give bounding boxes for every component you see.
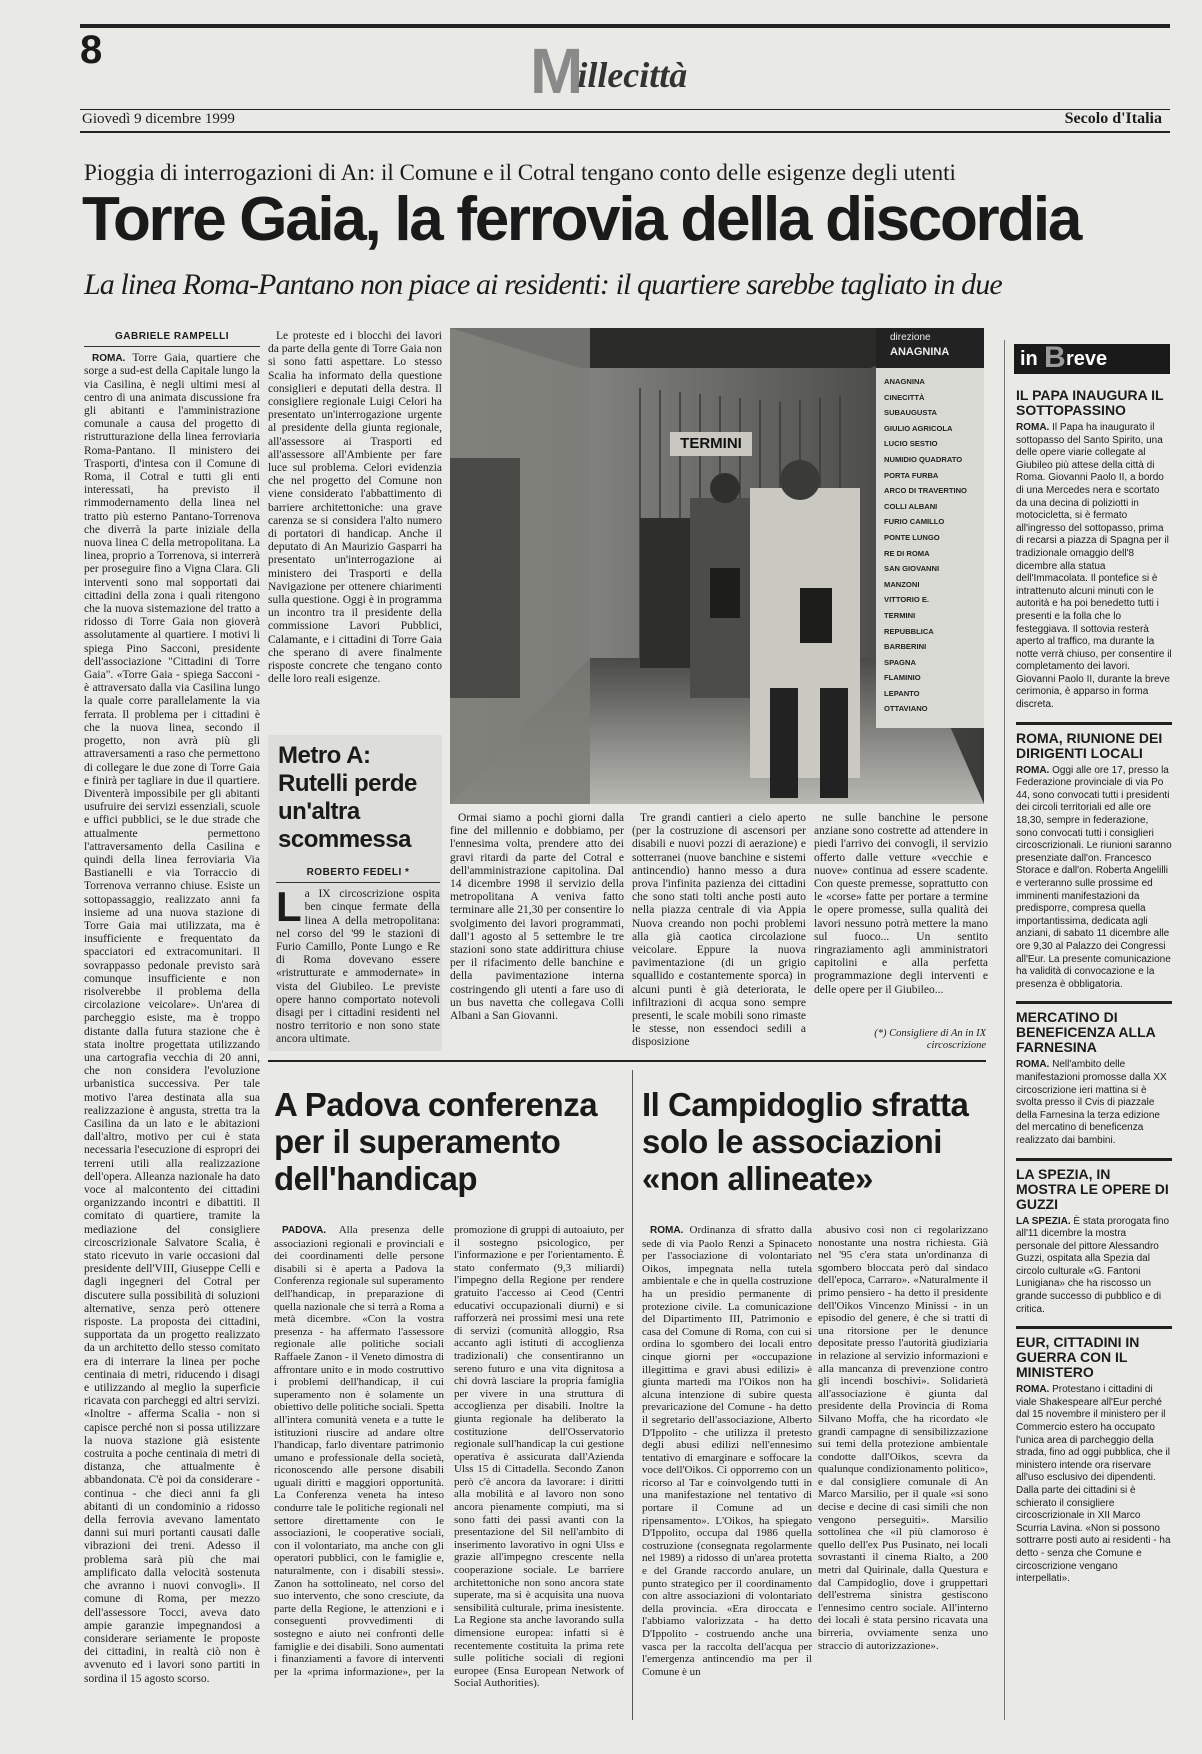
main-dateline: ROMA. bbox=[92, 353, 126, 365]
direction-sign: direzione bbox=[890, 332, 931, 343]
metro-col4 bbox=[814, 812, 988, 1026]
metro-headline: Metro A: Rutelli perde un'altra scommessa bbox=[278, 742, 417, 853]
brief-body: Oggi alle ore 17, presso la Federazione provinciale di via Po 44, sono convocati tutti i presidenti dei circoli territoriali ed alle ore 18,30, sempre in federazione, sono convocati tutti i consiglieri circoscrizionali. Le riunioni saranno presenziate dall'on. Francesco Storace e dall'on. Roberta Angelilli e verteranno sulle prossime ed imminenti manifestazioni da predisporre, compresa quella importantissima, dedicata agli anziani, di sabato 11 dicembre alle ore 9,30 al Palazzo dei Congressi all'Eur. La presente comunicazione ha validità di convocazione e la presenza è obbligatoria. bbox=[1016, 764, 1172, 990]
article-divider bbox=[632, 1070, 633, 1720]
station-name: SPAGNA bbox=[884, 657, 916, 667]
main-headline: Torre Gaia, la ferrovia della discordia bbox=[82, 185, 1081, 254]
station-name: LEPANTO bbox=[884, 688, 920, 698]
station-name: REPUBBLICA bbox=[884, 626, 934, 636]
brief-dateline: ROMA. bbox=[1016, 1384, 1050, 1396]
metro-text-2: Ormai siamo a pochi giorni dalla fine del millennio e dobbiamo, per l'ennesima volta, prendere atto dei gravi ritardi da parte del Cotral e dell'amministrazione capitolina. Dal 14 dicembre 1998 il servizio della metropolitana A veniva fatto terminare alle 21,30 per consentire lo svolgimento dei lavori programmati, dall'1 agosto al 5 settembre le tre stazioni sono state addirittura chiuse per il rifacimento delle banchine e della pavimentazione interna costringendo gli utenti a fare uso di un bus navetta che collegava Colli Albani a San Giovanni. bbox=[450, 812, 624, 1023]
brief-dateline: LA SPEZIA. bbox=[1016, 1215, 1071, 1227]
campidoglio-headline: Il Campidoglio sfratta solo le associazioni «non allineate» bbox=[642, 1086, 969, 1197]
station-name: PONTE LUNGO bbox=[884, 532, 940, 542]
main-subheadline: La linea Roma-Pantano non piace ai residenti: il quartiere sarebbe tagliato in due bbox=[84, 268, 1002, 301]
brief-item bbox=[1016, 1158, 1172, 1317]
date-rule-top bbox=[80, 109, 1170, 110]
brief-dateline: ROMA. bbox=[1016, 422, 1050, 433]
campidoglio-text-1: Ordinanza di sfratto dalla sede di via Paolo Renzi a Spinaceto per l'associazione di volontariato Oikos, impegnata nella tutela ambientale e che in quella costruzione ha un presidio permanente di protezione civile. La comunicazione del Dipartimento III, Patrimonio e casa del Comune di Roma, con cui si ordina lo sgombero dei locali entro cinque giorni per «occupazione illegittima e gravi abusi edilizi» è giunta martedì ma l'Oikos non ha alcuna intenzione di subire questa prevaricazione del Comune - ha detto il segretario dell'associazione, Alberto D'Ippolito - che utilizza il pretesto degli abusi edilizi nell'ennesimo tentativo di emarginare e soffocare la voce dell'Oikos. Ci opporremo con un ricorso al Tar e coinvolgendo tutti in una manifestazione nel tentativo di portare il Comune ad un ripensamento». L'Oikos, ha spiegato D'Ippolito, occupa dal 1986 quella costruzione (consegnata regolarmente nel 1989) a ridosso di un'area protetta e del Grande raccordo anulare, un punto strategico per il coordinamento con altre associazioni di volontariato della provincia. «Era diroccata e l'abbiamo valorizzata - ha detto D'Ippolito - costruendo anche una vasca per la raccolta dell'acqua per l'emergenza antincendio ma per il Comune è un bbox=[642, 1224, 812, 1678]
station-name: LUCIO SESTIO bbox=[884, 439, 938, 449]
metro-col3 bbox=[632, 812, 806, 1052]
date-rule-bottom bbox=[80, 131, 1170, 133]
station-name: COLLI ALBANI bbox=[884, 501, 938, 511]
issue-date: Giovedì 9 dicembre 1999 bbox=[82, 111, 235, 127]
station-name: PORTA FURBA bbox=[884, 470, 939, 480]
padova-dateline: PADOVA. bbox=[282, 1225, 327, 1236]
sidebar-header-prefix: in bbox=[1020, 348, 1038, 370]
kicker: Pioggia di interrogazioni di An: il Comune e il Cotral tengano conto delle esigenze degli utenti bbox=[84, 160, 956, 185]
station-name: OTTAVIANO bbox=[884, 704, 928, 714]
brief-item bbox=[1016, 722, 1172, 992]
station-list bbox=[884, 374, 980, 717]
sidebar-header-initial: B bbox=[1044, 341, 1066, 374]
section-name: illecittà bbox=[577, 55, 688, 95]
metro-byline: ROBERTO FEDELI * bbox=[276, 866, 440, 883]
brief-body: Protestano i cittadini di viale Shakespeare all'Eur perché dal 15 novembre il ministero per il Commercio estero ha occupato l'unica area di parcheggio della strada, fino ad oggi pubblica, che il ministero intende ora riservare all'uso esclusivo dei dipendenti. Dalla parte dei cittadini si è schierato il consigliere circoscrizionale in XII Marco Scurria Lavina. «Non si possono sottrarre posti auto ai residenti - ha detto - senza che Comune e circoscrizione vengano interpellati». bbox=[1016, 1384, 1171, 1585]
padova-headline: A Padova conferenza per il superamento dell'handicap bbox=[274, 1086, 598, 1197]
brief-title: IL PAPA INAUGURA IL SOTTOPASSINO bbox=[1016, 387, 1164, 418]
metro-photo bbox=[450, 328, 984, 804]
brief-dateline: ROMA. bbox=[1016, 1059, 1050, 1071]
metro-text-1: a IX circoscrizione ospita ben cinque fermate della linea A della metropolitana: nel corso del '99 le stazioni di Furio Camillo, Ponte Lungo e Re di Roma dovevano essere «ristrutturate e ammodernate» in vista del Giubileo. Le previste opere hanno comportato notevoli disagi per i cittadini residenti nel nostro territorio e non sono state ancora ultimate. bbox=[276, 888, 440, 1046]
brief-item bbox=[1016, 1001, 1172, 1147]
station-name: SUBAUGUSTA bbox=[884, 408, 938, 418]
campidoglio-text-2: abusivo così non ci regolarizzano nonostante una nostra richiesta. Già nel '95 c'era stata un'ordinanza di sgombero bloccata però dal sindaco dell'epoca, Carraro». «Naturalmente il primo pensiero - ha detto il presidente dell'Oikos Vincenzo Minissi - in un episodio del genere, è che si tratti di una ritorsione per le denunce depositate presso l'autorità giudiziaria in relazione al servizio informazioni e alla mancanza di prevenzione contro gli incendi boschivi». Solidarietà all'associazione è giunta dal presidente della Provincia di Roma Silvano Moffa, che ha ricordato «le grandi campagne di sensibilizzazione sui temi della protezione ambientale condotte dall'Oikos, scevra da qualunque condizionamento politico», e dal consigliere comunale di An Marco Marsilio, per il quale «si sono decise e decine di casi simili che non vengono perseguiti». Marsilio sottolinea che «il più clamoroso è quello dell'ex Pus Pusinato, nei locali sovrastanti il cinema Rialto, a 200 metri dal Quirinale, dalla Questura e dal Campidoglio, dove i gruppettari dell'estrema sinistra gestiscono l'ennesimo centro sociale. All'interno dei locali è stata persino ricavata una birreria, ovviamente senza uno straccio di autorizzazione». bbox=[818, 1224, 988, 1652]
section-title bbox=[530, 35, 693, 107]
campidoglio-col1 bbox=[642, 1224, 812, 1722]
campidoglio-dateline: ROMA. bbox=[650, 1225, 684, 1236]
brief-title: LA SPEZIA, IN MOSTRA LE OPERE DI GUZZI bbox=[1016, 1165, 1169, 1212]
station-name: ANAGNINA bbox=[884, 377, 925, 386]
page-number: 8 bbox=[80, 28, 103, 72]
section-initial: M bbox=[530, 35, 584, 107]
station-name: BARBERINI bbox=[884, 642, 927, 652]
station-name: GIULIO AGRICOLA bbox=[884, 423, 953, 433]
metro-col1 bbox=[276, 866, 440, 1048]
sidebar-briefs bbox=[1016, 388, 1172, 1596]
sidebar-header bbox=[1014, 341, 1170, 374]
sidebar-header-rest: reve bbox=[1066, 348, 1108, 370]
brief-dateline: ROMA. bbox=[1016, 764, 1050, 776]
station-name: CINECITTÀ bbox=[884, 392, 925, 402]
brief-body: È stata prorogata fino all'11 dicembre la mostra personale del pittore Alessandro Guzzi, ospitata alla Spezia dal circolo culturale «G. Fantoni Lunigiana» che ha riscosso un grande successo di pubblico e di critica. bbox=[1016, 1215, 1170, 1315]
campidoglio-col2 bbox=[818, 1224, 988, 1722]
station-name: VITTORIO E. bbox=[884, 595, 930, 605]
brief-title: MERCATINO DI BENEFICENZA ALLA FARNESINA bbox=[1016, 1009, 1156, 1056]
brief-body: Il Papa ha inaugurato il sottopasso del Santo Spirito, una delle opere viarie collegate al Giubileo più attese della città di Roma. Giovanni Paolo II, a bordo di una Mercedes nera e scortato da una decina di poliziotti in motocicletta, si è fermato all'ingresso del sottopasso, prima di recarsi a piazza di Spagna per il tradizionale omaggio dell'8 dicembre alla statua dell'Immacolata. Il pontefice si è intrattenuto alcuni minuti con le autorità e ha poi benedetto tutti i presenti e la folla che lo festeggiava. Il sottovia resterà aperto al traffico, ma durante la notte verrà chiuso, per consentire il completamento dei lavori. Giovanni Paolo II, durante la breve cerimonia, è apparso in forma discreta. bbox=[1016, 422, 1172, 711]
station-name: FLAMINIO bbox=[884, 673, 921, 683]
brief-item bbox=[1016, 388, 1172, 712]
station-name: MANZONI bbox=[884, 579, 920, 589]
paper-name: Secolo d'Italia bbox=[1064, 110, 1162, 127]
top-rule bbox=[80, 24, 1170, 28]
station-name: TERMINI bbox=[884, 610, 916, 620]
metro-signature: (*) Consigliere di An in IX circoscrizione bbox=[874, 1028, 986, 1051]
brief-item bbox=[1016, 1326, 1172, 1586]
main-article-col2 bbox=[268, 330, 442, 702]
station-name: RE DI ROMA bbox=[884, 548, 930, 558]
padova-body bbox=[274, 1224, 624, 1722]
metro-col2 bbox=[450, 812, 624, 1052]
main-text-1: Torre Gaia, quartiere che sorge a sud-est della Capitale lungo la via Casilina, è negli ultimi mesi al centro di una animata discussione fra gli abitanti e l'amministrazione comunale a causa del progetto di ristrutturazione della linea ferroviaria Roma-Pantano. Il ministero dei Trasporti, d'intesa con il Comune di Roma, il Cotral e tutti gli enti interessati, ha previsto il rimmodernamento della linea nel tratto più esterno Pantano-Torrenova che diverrà la parte iniziale della nuova linea C della metropolitana. La linea, proprio a Torrenova, si interrerà per proseguire fino a Vigna Clara. Gli interventi sono mal sopportati dai cittadini della zona i quali ritengono che la nuova sistemazione del tratto a ridosso di Torre Gaia non gioverà assolutamente al quartiere. I motivi li spiega Pino Sacconi, presidente dell'associazione "Cittadini di Torre Gaia". «Torre Gaia - spiega Sacconi - è attraversato dalla via Casilina lungo la quale corre parallelamente la via ferrata. Il problema per i cittadini è che la nuova linea, secondo il progetto, non avrà più gli attraversamenti a raso che permettono di collegare le due zone di Torre Gaia e finirà per tagliare in due il quartiere. Diventerà impossibile per gli abitanti usufruire dei servizi essenziali, scuole e uffici pubblici, se le due strade che attualmente permettono l'attraversamento della Casilina e quindi della linea ferroviaria Via Bastianelli e via Torraccio di Torrenova verranno chiuse. Esiste un sottopassaggio, realizzato anni fa insieme ad una nuova stazione di Torre Gaia mai utilizzata, ma è insufficiente e frequentato da spacciatori ed extracomunitari. Il sovrappasso pedonale previsto sarà comunque insufficiente e non risolverebbe il problema della circolazione veicolare». Un'area di parcheggio esiste, ma è troppo distante dalla futura stazione che è stata inoltre progettata utilizzando una cartografia vecchia di 20 anni, che non considera l'evoluzione urbanistica successiva. Per tale motivo l'area destinata alla sua realizzazione è angusta, stretta tra la Casilina da un lato e le abitazioni dall'altro, motivo per cui è stata necessaria l'esecuzione di espropri dei terreni utili alla realizzazione dell'opera. Alleanza nazionale ha dato voce al malcontento dei cittadini organizzando incontri e dibattiti. Il comitato di quartiere, tramite la mediazione del consigliere circoscrizionale Salvatore Scalia, è stato ricevuto in varie occasioni dal presidente dell'VIII, Giuseppe Celli e dagli ingegneri del Cotral per discutere sulla possibilità di soluzioni alternative, senza però ottenere risposte. La proposta dei cittadini, supportata da un progetto realizzato da un architetto dello stesso comitato era di interrare la linea per poche centinaia di metri, riducendo i disagi e utilizzando al meglio la superficie ricavata con parcheggi ed altri servizi. «Inoltre - afferma Scalia - non si capisce perché non si possa utilizzare la nuova stazione già esistente costruita a poche centinaia di metri di distanza, che attualmente è abbandonata. C'è poi da considerare - continua - che dieci anni fa gli abitanti di un condominio a ridosso della ferrovia avevano lamentato danni sui muri portanti causati dalle vibrazioni dei treni. Adesso il problema sarà più che mai amplificato dalla velocità sostenuta che avranno i nuovi convogli». Il comune di Roma, per mezzo dell'assessore Tocci, aveva dato ampie garanzie impegnandosi a considerare seriamente le proposte dei cittadini, in realtà ciò non è avvenuto ed i lavori sono partiti in sordina il 15 agosto scorso. bbox=[84, 352, 260, 1685]
main-article-col1 bbox=[84, 330, 260, 1722]
station-name: FURIO CAMILLO bbox=[884, 517, 945, 527]
brief-title: ROMA, RIUNIONE DEI DIRIGENTI LOCALI bbox=[1016, 729, 1163, 761]
metro-drop-cap: L bbox=[276, 883, 302, 931]
termini-sign: TERMINI bbox=[680, 435, 742, 452]
main-text-2: Le proteste ed i blocchi dei lavori da parte della gente di Torre Gaia non si sono fatti aspettare. Lo stesso Scalia ha informato della questione consiglieri e deputati della destra. Il consigliere regionale Luigi Celori ha presentato un'interrogazione urgente al presidente della giunta regionale, all'assessore ai Trasporti ed all'assessore all'Ambiente per fare luce sul problema. Celori evidenzia che nel progetto del Comune non viene considerato l'abbattimento di barriere architettoniche: una grave carenza se si considera l'alto numero di portatori di handicap. Anche il deputato di An Maurizio Gasparri ha presentato un'interrogazione ai ministero dei Trasporti e della Navigazione per ottenere chiarimenti sulla questione. Oggi è in programma un incontro tra il presidente della commissione Lavori Pubblici, Calamante, e i cittadini di Torre Gaia che sperano di avere finalmente risposte concrete che tengano conto delle loro reali esigenze. bbox=[268, 330, 442, 686]
brief-body: Nell'ambito delle manifestazioni promosse dalla XX circoscrizione ieri mattina si è svolta presso il Cvis di piazzale della Farnesina la terza edizione del mercatino di beneficenza realizzato dai bambini. bbox=[1016, 1059, 1167, 1146]
anagnina-sign: ANAGNINA bbox=[890, 346, 950, 358]
lower-rule bbox=[268, 1060, 986, 1062]
sidebar-divider bbox=[1004, 340, 1005, 1720]
station-name: ARCO DI TRAVERTINO bbox=[884, 486, 967, 496]
metro-text-4: ne sulle banchine le persone anziane sono costrette ad attendere in piedi l'arrivo dei convogli, il servizio offerto dalle vetture «vecchie e nuove» continua ad essere scadente. Con queste premesse, soprattutto con le «corse» fatte per portare a termine le opere promesse, sulla qualità dei lavori nessuno potrà mettere la mano sul fuoco... Un sentito ringraziamento agli amministratori capitolini e alla perfetta programmazione degli interventi e delle opere per il Giubileo... bbox=[814, 812, 988, 996]
station-name: NUMIDIO QUADRATO bbox=[884, 454, 963, 464]
brief-title: EUR, CITTADINI IN GUERRA CON IL MINISTERO bbox=[1016, 1334, 1140, 1381]
station-name: SAN GIOVANNI bbox=[884, 564, 940, 574]
padova-text: Alla presenza delle associazioni regionali e provinciali e dei coordinamenti delle persone disabili si è aperta a Padova la Conferenza regionale sul superamento dell'handicap, in preparazione di quella nazionale che si terrà a Roma a metà dicembre. «Con la vostra presenza - ha affermato l'assessore regionale alle politiche sociali Raffaele Zanon - il Veneto dimostra di affrontare unito e in modo costruttivo i problemi dell'handicap, il cui superamento non è solamente un obiettivo delle politiche sociali. Spetta all'intera comunità veneta e a tutte le istituzioni riuscire ad andare oltre l'handicap, farlo diventare patrimonio umano e professionale della società, riconoscendo alle persone disabili uguali diritti e maggiori opportunità. La Conferenza veneta ha inteso condurre tale le politiche regionali nel settore direttamente con le associazioni, le cooperative sociali, con il volontariato, ma anche con gli operatori pubblici, con le famiglie e, naturalmente, con i disabili stessi». Zanon ha sottolineato, nel corso del suo intervento, che sono cresciute, da parte della Regione, le attenzioni e i conseguenti provvedimenti di sostegno e aiuto nei confronti delle famiglie e dei disabili. Sono aumentati i finanziamenti a favore di interventi per la «prima informazione», per la promozione di gruppi di autoaiuto, per il sostegno psicologico, per l'informazione e per l'orientamento. È stato confermato (9,3 miliardi) l'impegno della Regione per rendere gratuito l'accesso ai Ceod (Centri educativi occupazionali diurni) e si rafforzerà nei prossimi mesi una rete di servizi (comunità alloggio, Rsa accanto agli istituti di accoglienza tradizionali) che consentiranno un sereno futuro e una vita dignitosa a chi dovrà lasciare la propria famiglia per vivere in una struttura di accoglienza per disabili. Inoltre la giunta regionale ha deliberato la costituzione dell'Osservatorio regionale sull'handicap la cui gestione operativa è assicurata dall'Azienda Ulss 15 di Cittadella. Secondo Zanon però c'è ancora da lavorare: i diritti alla mobilità e al lavoro non sono ancora pienamente compiuti, ma si sono fatti dei passi avanti con la presentazione del Sil nell'ambito di inserimento lavorativo in ogni Ulss e grazie all'impegno crescente nella cooperazione sociale. Le barriere architettoniche non sono ancora state superate, ma si è acquisita una nuova sensibilità culturale, prima inesistente. La Regione sta anche lavorando sulla dimensione europea: infatti si è recentemente costituita la prima rete sulle politiche sociali di regioni europee (Ensa European Network of Social Authorities). bbox=[274, 1224, 624, 1690]
main-byline: GABRIELE RAMPELLI bbox=[84, 330, 260, 347]
metro-text-3: Tre grandi cantieri a cielo aperto (per la costruzione di ascensori per disabili e nuovi pozzi di aerazione) e sotterranei (nuove banchine e sistemi antincendio) hanno messo a dura prova l'infinita pazienza dei cittadini che sono stati tolti anche posti auto nella piazza centrale di via Appia Nuova creando non pochi problemi alla già caotica circolazione veicolare. Eppure la nuova pavimentazione (di un grigio squallido e costantemente sporca) in alcuni punti è già deteriorata, le infiltrazioni di acqua sono sempre presenti, le scale mobili sono rimaste le stesse, non essendoci sedili a disposizione bbox=[632, 812, 806, 1049]
